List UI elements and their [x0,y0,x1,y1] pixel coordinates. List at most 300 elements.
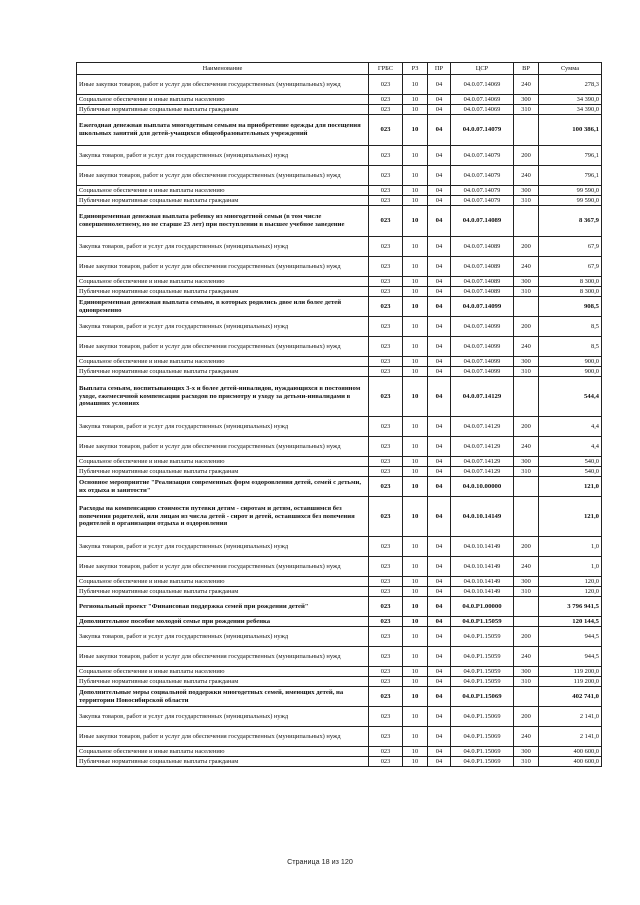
cell-pr: 04 [428,707,451,727]
table-row [77,647,602,667]
header-rz: РЗ [403,63,428,75]
table-row [77,257,602,277]
cell-name: Иные закупки товаров, работ и услуг для обеспечения государственных (муниципальных) нужд [77,257,369,277]
cell-sum: 8 300,0 [539,277,602,287]
table-row [77,357,602,367]
cell-csr: 04.0.P1.15059 [451,677,514,687]
cell-name: Единовременная денежная выплата ребенку из многодетной семьи (в том числе совершеннолетнему, но не старше 23 лет) при поступлении в высшее учебное заведение [77,206,369,237]
cell-grbs: 023 [369,587,403,597]
cell-rz: 10 [403,75,428,95]
cell-vr: 310 [514,105,539,115]
table-row [77,115,602,146]
cell-grbs: 023 [369,357,403,367]
cell-pr: 04 [428,206,451,237]
table-row [77,367,602,377]
cell-sum: 8,5 [539,317,602,337]
cell-rz: 10 [403,297,428,317]
table-row [77,537,602,557]
cell-name: Закупка товаров, работ и услуг для государственных (муниципальных) нужд [77,417,369,437]
cell-pr: 04 [428,257,451,277]
table-row [77,627,602,647]
cell-rz: 10 [403,647,428,667]
cell-pr: 04 [428,166,451,186]
cell-pr: 04 [428,457,451,467]
cell-csr: 04.0.07.14079 [451,115,514,146]
cell-sum: 944,5 [539,647,602,667]
cell-name: Основное мероприятие "Реализация современных форм оздоровления детей, семей с детьми, их отдыха и занятости" [77,477,369,497]
cell-pr: 04 [428,75,451,95]
cell-pr: 04 [428,367,451,377]
cell-vr [514,297,539,317]
cell-csr: 04.0.07.14099 [451,297,514,317]
cell-name: Публичные нормативные социальные выплаты гражданам [77,367,369,377]
cell-rz: 10 [403,627,428,647]
table-header-row [77,63,602,75]
cell-grbs: 023 [369,467,403,477]
header-grbs: ГРБС [369,63,403,75]
cell-pr: 04 [428,196,451,206]
cell-name: Социальное обеспечение и иные выплаты населению [77,667,369,677]
cell-sum: 944,5 [539,627,602,647]
cell-sum: 34 390,0 [539,95,602,105]
cell-grbs: 023 [369,367,403,377]
cell-csr: 04.0.07.14069 [451,105,514,115]
cell-grbs: 023 [369,557,403,577]
cell-vr: 240 [514,75,539,95]
cell-grbs: 023 [369,617,403,627]
cell-csr: 04.0.07.14079 [451,196,514,206]
cell-sum: 67,9 [539,237,602,257]
table-row [77,497,602,537]
cell-name: Публичные нормативные социальные выплаты гражданам [77,677,369,687]
cell-csr: 04.0.P1.15059 [451,617,514,627]
cell-rz: 10 [403,677,428,687]
cell-grbs: 023 [369,757,403,767]
cell-rz: 10 [403,196,428,206]
cell-vr: 240 [514,437,539,457]
cell-csr: 04.0.07.14089 [451,277,514,287]
cell-csr: 04.0.07.14099 [451,317,514,337]
cell-pr: 04 [428,337,451,357]
cell-pr: 04 [428,677,451,687]
cell-vr: 310 [514,367,539,377]
cell-vr: 310 [514,757,539,767]
cell-pr: 04 [428,146,451,166]
cell-rz: 10 [403,317,428,337]
cell-pr: 04 [428,687,451,707]
cell-name: Выплата семьям, воспитывающих 3-х и более детей-инвалидов, нуждающихся в постоянном уходе, ежемесячной компенсации расходов по присмотру и уходу за детьми-инвалидами в домашних условиях [77,377,369,417]
cell-grbs: 023 [369,337,403,357]
table-row [77,677,602,687]
cell-pr: 04 [428,727,451,747]
cell-sum: 4,4 [539,437,602,457]
cell-csr: 04.0.07.14089 [451,287,514,297]
cell-vr: 200 [514,707,539,727]
header-name: Наименование [77,63,369,75]
cell-rz: 10 [403,367,428,377]
cell-name: Социальное обеспечение и иные выплаты населению [77,357,369,367]
cell-name: Закупка товаров, работ и услуг для государственных (муниципальных) нужд [77,707,369,727]
cell-csr: 04.0.07.14089 [451,237,514,257]
cell-rz: 10 [403,437,428,457]
cell-name: Публичные нормативные социальные выплаты гражданам [77,757,369,767]
cell-rz: 10 [403,467,428,477]
table-row [77,317,602,337]
cell-grbs: 023 [369,707,403,727]
cell-rz: 10 [403,206,428,237]
cell-name: Закупка товаров, работ и услуг для государственных (муниципальных) нужд [77,146,369,166]
cell-pr: 04 [428,237,451,257]
cell-rz: 10 [403,707,428,727]
table-row [77,707,602,727]
cell-sum: 402 741,0 [539,687,602,707]
cell-rz: 10 [403,757,428,767]
cell-grbs: 023 [369,627,403,647]
cell-vr: 310 [514,196,539,206]
cell-pr: 04 [428,357,451,367]
cell-rz: 10 [403,105,428,115]
cell-grbs: 023 [369,577,403,587]
cell-pr: 04 [428,577,451,587]
cell-grbs: 023 [369,186,403,196]
cell-csr: 04.0.07.14079 [451,166,514,186]
cell-grbs: 023 [369,277,403,287]
table-row [77,206,602,237]
cell-vr: 300 [514,457,539,467]
cell-sum: 2 141,0 [539,707,602,727]
cell-pr: 04 [428,105,451,115]
cell-sum: 119 200,0 [539,677,602,687]
cell-name: Закупка товаров, работ и услуг для государственных (муниципальных) нужд [77,537,369,557]
cell-sum: 4,4 [539,417,602,437]
table-row [77,467,602,477]
cell-name: Иные закупки товаров, работ и услуг для обеспечения государственных (муниципальных) нужд [77,727,369,747]
table-row [77,667,602,677]
table-row [77,186,602,196]
cell-name: Социальное обеспечение и иные выплаты населению [77,277,369,287]
table-row [77,95,602,105]
table-row [77,577,602,587]
cell-name: Публичные нормативные социальные выплаты гражданам [77,287,369,297]
cell-rz: 10 [403,597,428,617]
cell-pr: 04 [428,557,451,577]
cell-name: Иные закупки товаров, работ и услуг для обеспечения государственных (муниципальных) нужд [77,75,369,95]
cell-sum: 8,5 [539,337,602,357]
cell-vr [514,687,539,707]
cell-sum: 100 386,1 [539,115,602,146]
cell-sum: 900,0 [539,367,602,377]
table-row [77,747,602,757]
cell-vr [514,377,539,417]
cell-sum: 3 796 941,5 [539,597,602,617]
cell-rz: 10 [403,257,428,277]
cell-grbs: 023 [369,497,403,537]
cell-csr: 04.0.10.14149 [451,587,514,597]
table-row [77,687,602,707]
table-row [77,617,602,627]
cell-rz: 10 [403,237,428,257]
cell-name: Социальное обеспечение и иные выплаты населению [77,95,369,105]
cell-grbs: 023 [369,257,403,277]
cell-vr: 300 [514,186,539,196]
table-row [77,105,602,115]
table-row [77,166,602,186]
cell-csr: 04.0.10.14149 [451,557,514,577]
table-row [77,287,602,297]
cell-vr [514,115,539,146]
cell-sum: 278,3 [539,75,602,95]
cell-sum: 8 367,9 [539,206,602,237]
cell-name: Социальное обеспечение и иные выплаты населению [77,747,369,757]
cell-csr: 04.0.10.14149 [451,537,514,557]
cell-vr [514,477,539,497]
cell-name: Закупка товаров, работ и услуг для государственных (муниципальных) нужд [77,237,369,257]
table-row [77,557,602,577]
cell-grbs: 023 [369,417,403,437]
cell-rz: 10 [403,377,428,417]
cell-pr: 04 [428,437,451,457]
cell-pr: 04 [428,297,451,317]
cell-csr: 04.0.07.14089 [451,257,514,277]
cell-rz: 10 [403,537,428,557]
cell-rz: 10 [403,287,428,297]
table-row [77,587,602,597]
cell-pr: 04 [428,667,451,677]
cell-grbs: 023 [369,166,403,186]
cell-name: Региональный проект "Финансовая поддержка семей при рождении детей" [77,597,369,617]
cell-sum: 908,5 [539,297,602,317]
cell-sum: 120 144,5 [539,617,602,627]
cell-csr: 04.0.07.14079 [451,186,514,196]
cell-pr: 04 [428,597,451,617]
cell-name: Иные закупки товаров, работ и услуг для обеспечения государственных (муниципальных) нужд [77,337,369,357]
cell-csr: 04.0.07.14099 [451,357,514,367]
cell-vr: 200 [514,317,539,337]
cell-vr: 310 [514,677,539,687]
cell-grbs: 023 [369,105,403,115]
cell-vr: 240 [514,647,539,667]
cell-sum: 1,0 [539,537,602,557]
cell-sum: 400 600,0 [539,757,602,767]
cell-grbs: 023 [369,437,403,457]
cell-vr: 240 [514,727,539,747]
cell-vr: 200 [514,537,539,557]
cell-grbs: 023 [369,597,403,617]
cell-pr: 04 [428,287,451,297]
cell-pr: 04 [428,757,451,767]
table-row [77,297,602,317]
cell-rz: 10 [403,477,428,497]
cell-vr: 310 [514,287,539,297]
cell-csr: 04.0.P1.15069 [451,727,514,747]
cell-rz: 10 [403,617,428,627]
table-row [77,277,602,287]
cell-vr [514,206,539,237]
cell-name: Расходы на компенсацию стоимости путевки детям - сиротам и детям, оставшимся без попечения родителей, или лицам из числа детей - сирот и детей, оставшихся без попечения родителей в организации отдыха и оздоровления [77,497,369,537]
cell-csr: 04.0.07.14129 [451,417,514,437]
cell-pr: 04 [428,417,451,437]
cell-rz: 10 [403,687,428,707]
cell-csr: 04.0.10.00000 [451,477,514,497]
cell-csr: 04.0.07.14089 [451,206,514,237]
table-row [77,196,602,206]
header-vr: ВР [514,63,539,75]
cell-grbs: 023 [369,287,403,297]
cell-pr: 04 [428,186,451,196]
cell-vr [514,617,539,627]
cell-name: Иные закупки товаров, работ и услуг для обеспечения государственных (муниципальных) нужд [77,166,369,186]
cell-name: Иные закупки товаров, работ и услуг для обеспечения государственных (муниципальных) нужд [77,557,369,577]
cell-name: Дополнительные меры социальной поддержки многодетных семей, имеющих детей, на территории Новосибирской области [77,687,369,707]
cell-name: Иные закупки товаров, работ и услуг для обеспечения государственных (муниципальных) нужд [77,437,369,457]
cell-vr: 300 [514,577,539,587]
cell-name: Единовременная денежная выплата семьям, в которых родились двое или более детей одновременно [77,297,369,317]
cell-vr: 240 [514,557,539,577]
cell-rz: 10 [403,587,428,597]
cell-vr: 310 [514,467,539,477]
table-row [77,146,602,166]
cell-csr: 04.0.07.14069 [451,75,514,95]
cell-csr: 04.0.P1.00000 [451,597,514,617]
cell-rz: 10 [403,747,428,757]
cell-rz: 10 [403,577,428,587]
cell-pr: 04 [428,95,451,105]
cell-vr: 200 [514,146,539,166]
cell-pr: 04 [428,747,451,757]
cell-vr: 240 [514,166,539,186]
cell-name: Публичные нормативные социальные выплаты гражданам [77,467,369,477]
cell-pr: 04 [428,377,451,417]
cell-sum: 2 141,0 [539,727,602,747]
cell-pr: 04 [428,317,451,337]
cell-grbs: 023 [369,206,403,237]
cell-pr: 04 [428,277,451,287]
cell-csr: 04.0.07.14099 [451,337,514,357]
cell-vr: 240 [514,257,539,277]
cell-pr: 04 [428,467,451,477]
cell-sum: 120,0 [539,587,602,597]
cell-sum: 544,4 [539,377,602,417]
cell-csr: 04.0.P1.15069 [451,747,514,757]
table-row [77,237,602,257]
cell-vr: 300 [514,747,539,757]
cell-rz: 10 [403,337,428,357]
cell-sum: 121,0 [539,477,602,497]
cell-sum: 67,9 [539,257,602,277]
cell-vr [514,597,539,617]
cell-rz: 10 [403,95,428,105]
table-row [77,477,602,497]
cell-grbs: 023 [369,747,403,757]
cell-name: Закупка товаров, работ и услуг для государственных (муниципальных) нужд [77,627,369,647]
cell-sum: 99 590,0 [539,196,602,206]
cell-rz: 10 [403,497,428,537]
cell-pr: 04 [428,587,451,597]
cell-name: Закупка товаров, работ и услуг для государственных (муниципальных) нужд [77,317,369,337]
cell-grbs: 023 [369,75,403,95]
cell-vr [514,497,539,537]
cell-vr: 300 [514,667,539,677]
cell-pr: 04 [428,627,451,647]
header-pr: ПР [428,63,451,75]
cell-name: Ежегодная денежная выплата многодетным семьям на приобретение одежды для посещения школьных занятий для детей-учащихся общеобразовательных учреждений [77,115,369,146]
cell-grbs: 023 [369,237,403,257]
cell-grbs: 023 [369,647,403,667]
cell-sum: 8 300,0 [539,287,602,297]
cell-sum: 119 200,0 [539,667,602,677]
cell-vr: 200 [514,417,539,437]
cell-rz: 10 [403,186,428,196]
cell-rz: 10 [403,557,428,577]
budget-table [76,62,602,767]
cell-csr: 04.0.10.14149 [451,497,514,537]
cell-rz: 10 [403,146,428,166]
cell-vr: 310 [514,587,539,597]
cell-sum: 796,1 [539,146,602,166]
cell-name: Публичные нормативные социальные выплаты гражданам [77,105,369,115]
cell-pr: 04 [428,477,451,497]
cell-csr: 04.0.P1.15069 [451,687,514,707]
cell-csr: 04.0.P1.15059 [451,667,514,677]
header-csr: ЦСР [451,63,514,75]
cell-grbs: 023 [369,377,403,417]
cell-name: Социальное обеспечение и иные выплаты населению [77,577,369,587]
cell-grbs: 023 [369,677,403,687]
cell-vr: 300 [514,277,539,287]
cell-name: Публичные нормативные социальные выплаты гражданам [77,587,369,597]
cell-rz: 10 [403,667,428,677]
table-row [77,417,602,437]
cell-sum: 400 600,0 [539,747,602,757]
cell-rz: 10 [403,457,428,467]
cell-grbs: 023 [369,457,403,467]
cell-vr: 200 [514,237,539,257]
cell-grbs: 023 [369,667,403,677]
cell-vr: 300 [514,357,539,367]
cell-pr: 04 [428,537,451,557]
cell-csr: 04.0.10.14149 [451,577,514,587]
table-row [77,337,602,357]
cell-grbs: 023 [369,297,403,317]
cell-sum: 121,0 [539,497,602,537]
cell-name: Иные закупки товаров, работ и услуг для обеспечения государственных (муниципальных) нужд [77,647,369,667]
cell-grbs: 023 [369,317,403,337]
cell-rz: 10 [403,166,428,186]
table-row [77,75,602,95]
cell-rz: 10 [403,115,428,146]
cell-grbs: 023 [369,95,403,105]
cell-sum: 540,0 [539,457,602,467]
cell-csr: 04.0.P1.15059 [451,647,514,667]
table-row [77,757,602,767]
cell-pr: 04 [428,115,451,146]
table-row [77,437,602,457]
cell-sum: 34 390,0 [539,105,602,115]
cell-csr: 04.0.07.14129 [451,467,514,477]
cell-sum: 540,0 [539,467,602,477]
cell-name: Публичные нормативные социальные выплаты гражданам [77,196,369,206]
cell-name: Социальное обеспечение и иные выплаты населению [77,457,369,467]
cell-csr: 04.0.07.14129 [451,457,514,467]
cell-grbs: 023 [369,687,403,707]
table-row [77,457,602,467]
header-sum: Сумма [539,63,602,75]
cell-grbs: 023 [369,727,403,747]
cell-sum: 99 590,0 [539,186,602,196]
cell-csr: 04.0.07.14069 [451,95,514,105]
table-row [77,727,602,747]
cell-csr: 04.0.P1.15069 [451,707,514,727]
